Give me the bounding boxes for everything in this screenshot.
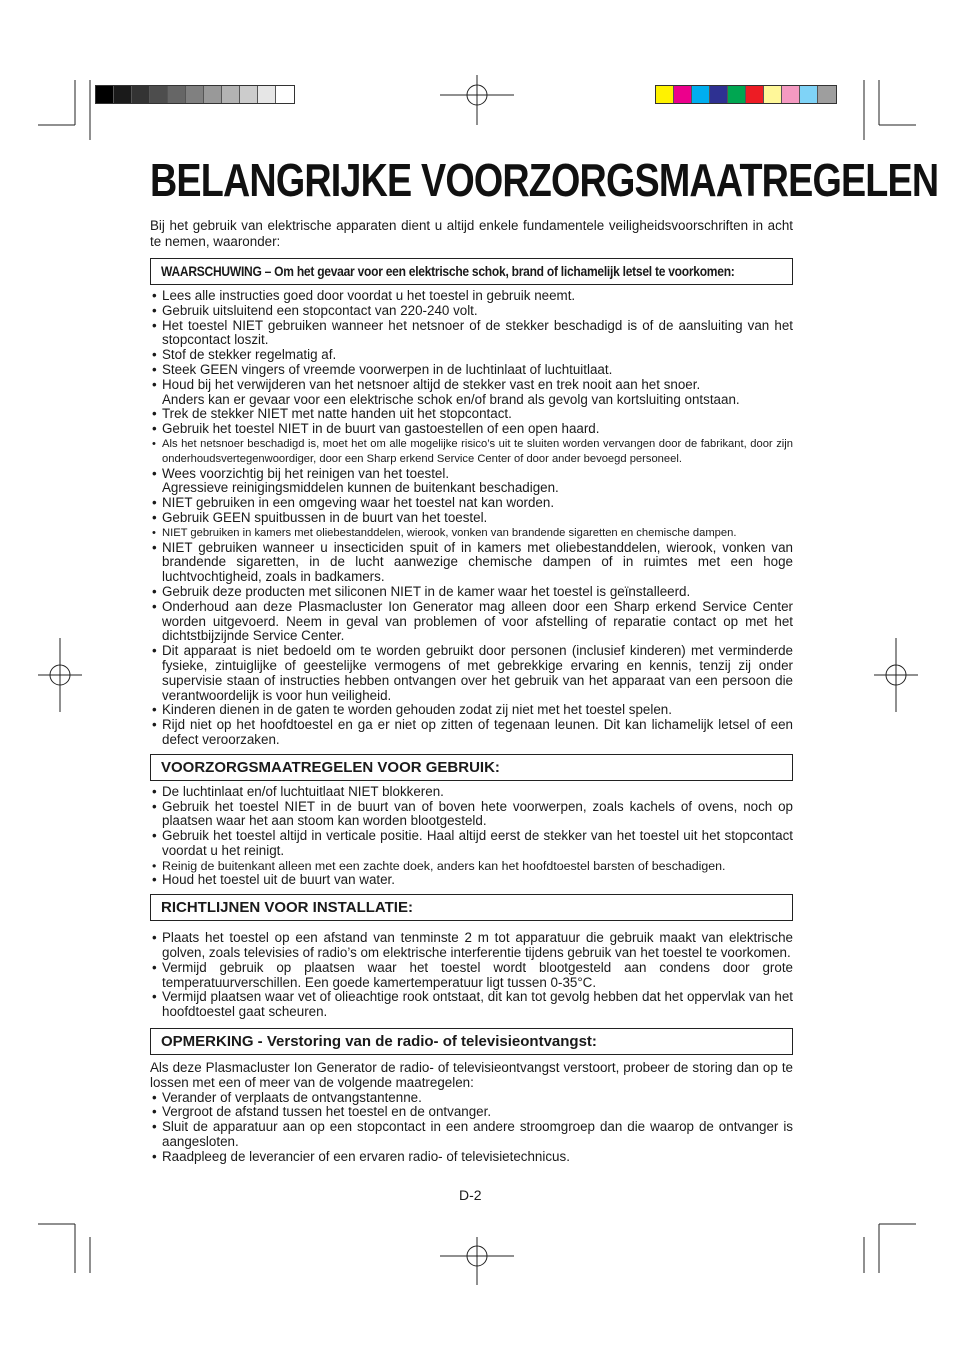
list-item: • Trek de stekker NIET met natte handen uit het stopcontact. <box>150 407 793 422</box>
list-item: • Stof de stekker regelmatig af. <box>150 348 793 363</box>
list-item: • Het toestel NIET gebruiken wanneer het netsnoer of de stekker beschadigd is of de aansluiting van het stopcontact loszit. <box>150 319 793 349</box>
list-item: Anders kan er gevaar voor een elektrische schok en/of brand als gevolg van kortsluiting ontstaan. <box>162 391 740 407</box>
page-content <box>150 150 939 1165</box>
list-item: • Plaats het toestel op een afstand van tenminste 2 m tot apparatuur die gebruik maakt van elektrische golven, zoals televisies of radio’s om elektrische interferentie tijdens gebruik van het toestel te voorkomen. <box>150 931 793 961</box>
gray-swatch <box>168 86 186 103</box>
color-swatch <box>674 86 692 103</box>
warning-list <box>150 289 793 748</box>
gray-swatch <box>114 86 132 103</box>
color-swatch <box>818 86 836 103</box>
gray-swatch <box>222 86 240 103</box>
list-item: • Vergroot de afstand tussen het toestel en de ontvanger. <box>150 1105 793 1120</box>
gray-swatch <box>132 86 150 103</box>
color-swatch <box>692 86 710 103</box>
color-swatch <box>710 86 728 103</box>
color-swatch <box>764 86 782 103</box>
gray-swatch <box>96 86 114 103</box>
list-item: • De luchtinlaat en/of luchtuitlaat NIET blokkeren. <box>150 785 793 800</box>
color-swatch <box>728 86 746 103</box>
intro-text: Bij het gebruik van elektrische apparaten dient u altijd enkele fundamentele veiligheidsvoorschriften in acht te nemen, waaronder: <box>150 218 793 249</box>
usage-list <box>150 785 793 889</box>
list-item: • Sluit de apparatuur aan op een stopcontact in een andere stroomgroep dan die waarop de ontvanger is aangesloten. <box>150 1120 793 1150</box>
note-list <box>150 1091 793 1165</box>
list-item: • Wees voorzichtig bij het reinigen van het toestel. <box>150 467 793 482</box>
gray-swatch <box>258 86 276 103</box>
list-item: • Verander of verplaats de ontvangstantenne. <box>150 1091 793 1106</box>
note-intro: Als deze Plasmacluster Ion Generator de radio- of televisieontvangst verstoort, probeer de storing dan op te lossen met een of meer van de volgende maatregelen: <box>150 1060 793 1090</box>
note-heading-rest: - Verstoring van de radio- of televisieontvangst: <box>253 1033 597 1051</box>
color-swatch <box>800 86 818 103</box>
gray-swatch <box>150 86 168 103</box>
list-item: • Reinig de buitenkant alleen met een zachte doek, anders kan het hoofdtoestel barsten of beschadigen. <box>150 859 793 874</box>
list-item: Agressieve reinigingsmiddelen kunnen de buitenkant beschadigen. <box>162 480 559 496</box>
gray-swatch <box>240 86 258 103</box>
list-item: • Als het netsnoer beschadigd is, moet het om alle mogelijke risico’s uit te sluiten worden vervangen door de fabrikant, door zijn onderhoudsvertegenwoordiger, door een Sharp erkend Service Center of door ander bevoegd personeel. <box>150 437 793 467</box>
page-number: D-2 <box>459 1187 482 1203</box>
color-swatch <box>782 86 800 103</box>
list-item: • Gebruik het toestel NIET in de buurt van of boven hete voorwerpen, zoals kachels of ovens, noch op plaatsen waar het aan stoom kan worden blootgesteld. <box>150 800 793 830</box>
grayscale-color-bar <box>95 85 295 104</box>
list-item: • Lees alle instructies goed door voordat u het toestel in gebruik neemt. <box>150 289 793 304</box>
list-item: • NIET gebruiken wanneer u insecticiden spuit of in kamers met oliebestanddelen, wierook, vonken van brandende sigaretten, in de lucht aanwezige chemische dampen of in ruimtes met een hoge luchtvochtigheid, zoals in badkamers. <box>150 541 793 585</box>
color-swatch <box>746 86 764 103</box>
note-heading <box>150 1028 793 1055</box>
installation-heading: RICHTLIJNEN VOOR INSTALLATIE: <box>150 894 793 921</box>
warning-heading: WAARSCHUWING – Om het gevaar voor een elektrische schok, brand of lichamelijk letsel te voorkomen: <box>150 258 793 285</box>
list-item: • Houd het toestel uit de buurt van water. <box>150 873 793 888</box>
list-item: • Gebruik uitsluitend een stopcontact van 220-240 volt. <box>150 304 793 319</box>
usage-heading: VOORZORGSMAATREGELEN VOOR GEBRUIK: <box>150 754 793 781</box>
list-item: • Houd bij het verwijderen van het netsnoer altijd de stekker vast en trek nooit aan het snoer. <box>150 378 793 393</box>
list-item: • NIET gebruiken in een omgeving waar het toestel nat kan worden. <box>150 496 793 511</box>
gray-swatch <box>276 86 294 103</box>
page-title: BELANGRIJKE VOORZORGSMAATREGELEN <box>150 154 939 206</box>
list-item: • Gebruik deze producten met siliconen NIET in de kamer waar het toestel is geïnstalleerd. <box>150 585 793 600</box>
list-item: • Rijd niet op het hoofdtoestel en ga er niet op zitten of tegenaan leunen. Dit kan lichamelijk letsel of een defect veroorzaken. <box>150 718 793 748</box>
list-item: • NIET gebruiken in kamers met oliebestanddelen, wierook, vonken van brandende sigaretten en chemische dampen. <box>150 526 793 541</box>
list-item: • Gebruik het toestel NIET in de buurt van gastoestellen of een open haard. <box>150 422 793 437</box>
installation-list <box>150 931 793 1020</box>
list-item: • Vermijd gebruik op plaatsen waar het toestel wordt blootgesteld aan condens door grote temperatuurverschillen. Een goede kamertemperatuur ligt tussen 0-35°C. <box>150 961 793 991</box>
list-item: • Gebruik GEEN spuitbussen in de buurt van het toestel. <box>150 511 793 526</box>
color-swatch <box>656 86 674 103</box>
note-heading-bold: OPMERKING <box>161 1033 254 1051</box>
process-color-bar <box>655 85 837 104</box>
gray-swatch <box>204 86 222 103</box>
list-item: • Kinderen dienen in de gaten te worden gehouden zodat zij niet met het toestel spelen. <box>150 703 793 718</box>
list-item: • Steek GEEN vingers of vreemde voorwerpen in de luchtinlaat of luchtuitlaat. <box>150 363 793 378</box>
gray-swatch <box>186 86 204 103</box>
list-item: • Dit apparaat is niet bedoeld om te worden gebruikt door personen (inclusief kinderen) met verminderde fysieke, zintuiglijke of geestelijke vermogens of met gebrekkige ervaring en kennis, tenzij zij onder supervisie staan of instructies hebben ontvangen over het gebruik van het apparaat van een persoon die verantwoordelijk is voor hun veiligheid. <box>150 644 793 703</box>
list-item: • Gebruik het toestel altijd in verticale positie. Haal altijd eerst de stekker van het toestel uit het stopcontact voordat u het reinigt. <box>150 829 793 859</box>
list-item: • Onderhoud aan deze Plasmacluster Ion Generator mag alleen door een Sharp erkend Service Center worden uitgevoerd. Neem in geval van problemen of voor afstelling of reparatie contact op met het dichtstbijzijnde Service Center. <box>150 600 793 644</box>
list-item: • Vermijd plaatsen waar vet of olieachtige rook ontstaat, dit kan tot gevolg hebben dat het oppervlak van het hoofdtoestel gaat scheuren. <box>150 990 793 1020</box>
list-item: • Raadpleeg de leverancier of een ervaren radio- of televisietechnicus. <box>150 1150 793 1165</box>
